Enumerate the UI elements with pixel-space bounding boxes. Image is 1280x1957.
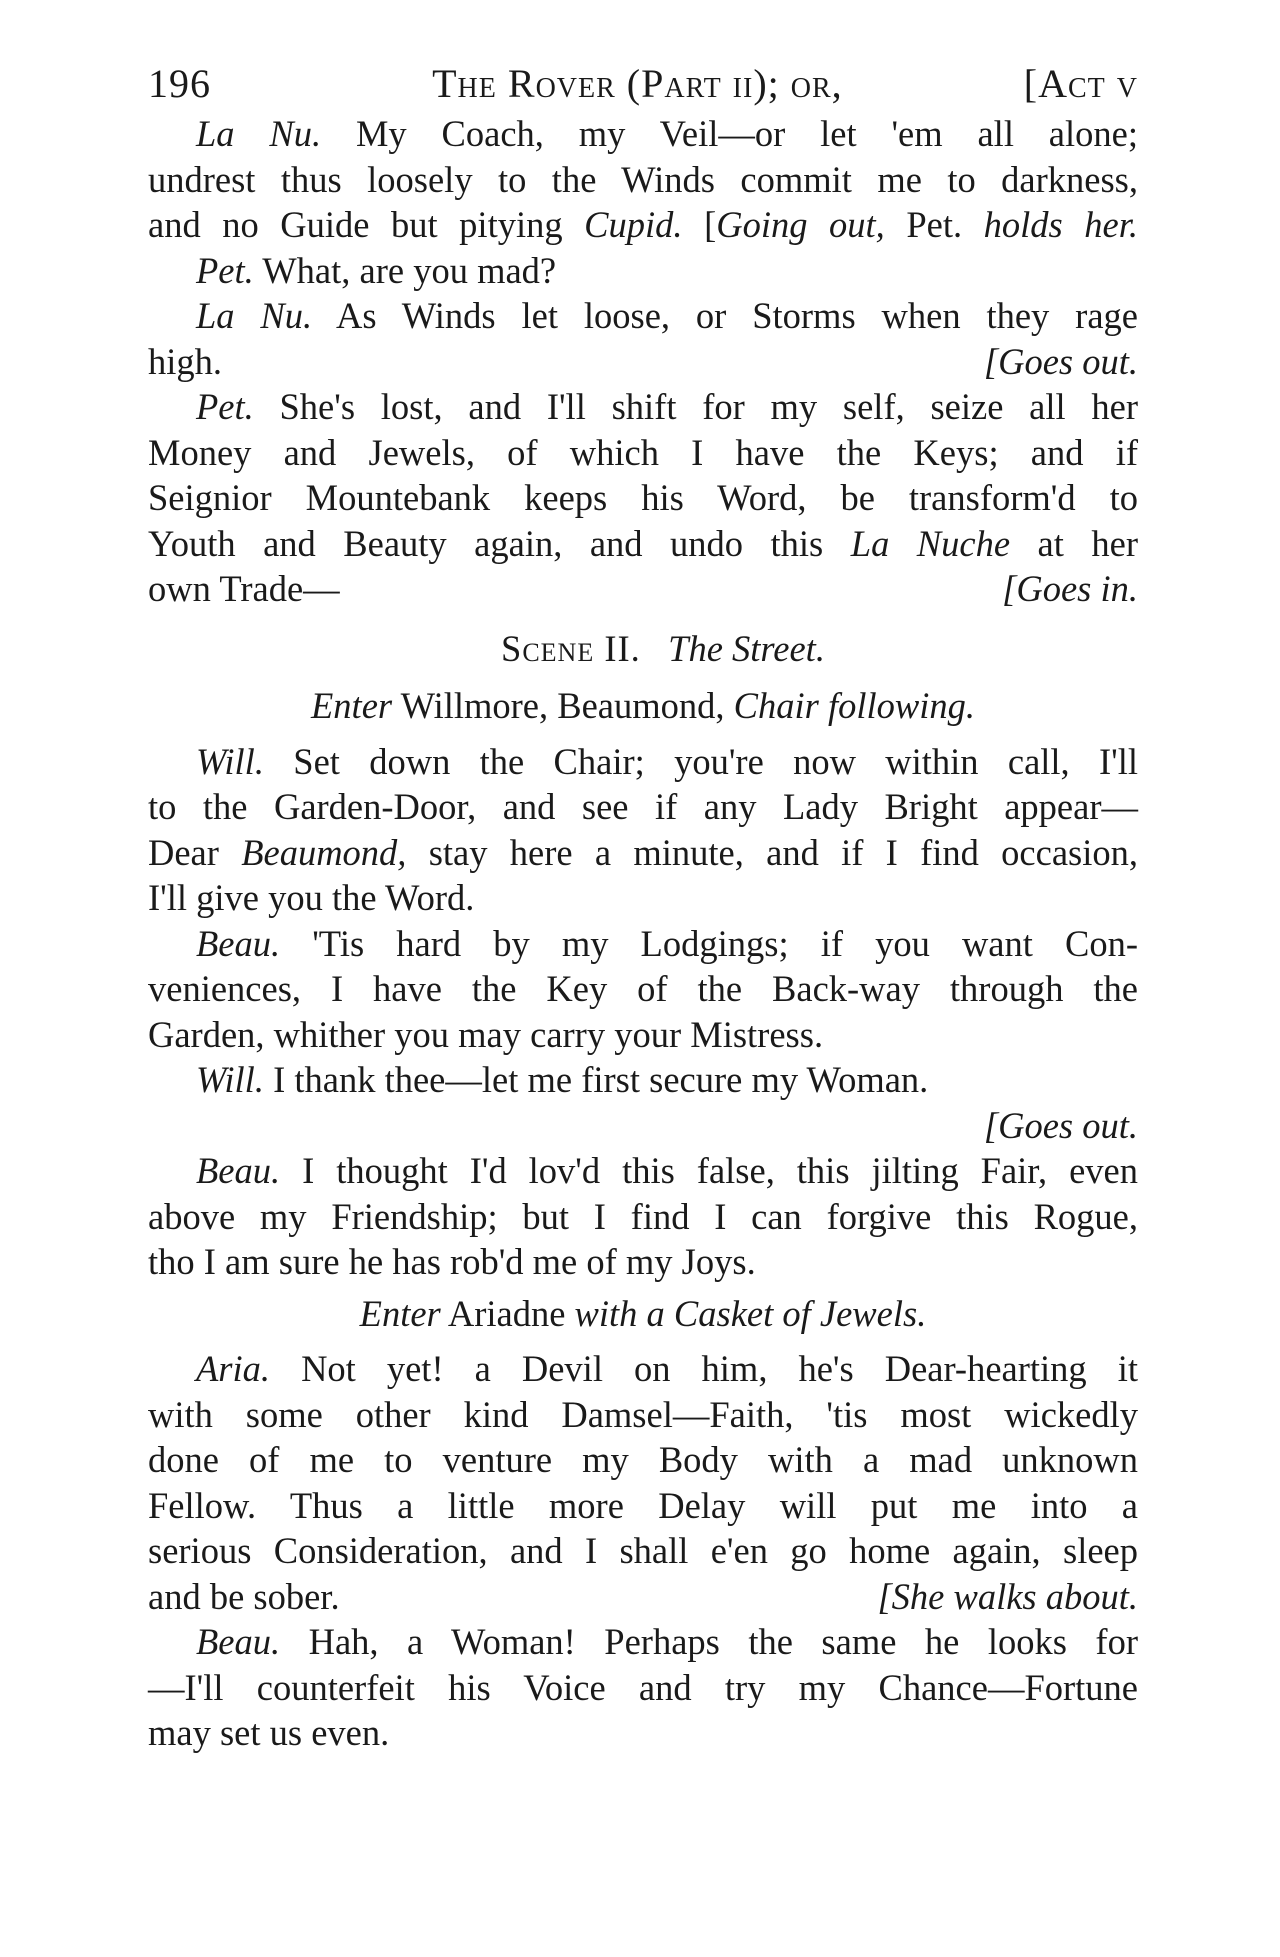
italic-name: Cupid.	[584, 204, 683, 245]
speech-line: tho I am sure he has rob'd me of my Joys.	[148, 1241, 756, 1282]
speech-line: —I'll counterfeit his Voice and try my Chance—Fortune	[148, 1666, 1138, 1708]
speech-text: Hah, a Woman! Perhaps the same he looks for	[280, 1621, 1138, 1662]
stage-direction: [Goes in.	[1002, 568, 1138, 609]
speech-text: Dear	[148, 831, 242, 873]
page-number: 196	[148, 61, 211, 106]
stage-direction: with a Casket of Jewels.	[574, 1292, 927, 1334]
speech-line: done of me to venture my Body with a mad unknown	[148, 1439, 1138, 1480]
italic-name: La Nuche	[850, 522, 1011, 564]
speech-line	[148, 1574, 1138, 1620]
speech-line: above my Friendship; but I find I can forgive this Rogue,	[148, 1195, 1138, 1237]
entering-characters: Willmore, Beaumond,	[392, 685, 734, 726]
speech-text: stay here a minute, and if I find occasion,	[406, 831, 1138, 873]
stage-direction: [She walks about.	[877, 1575, 1138, 1617]
scene-heading	[148, 626, 1138, 672]
enter-word: Enter	[311, 685, 393, 726]
speech-line: serious Consideration, and I shall e'en go home again, sleep	[148, 1530, 1138, 1571]
stage-direction: holds her.	[962, 204, 1138, 245]
speech-beaumond-2	[148, 1148, 1138, 1194]
speech-text: I thought I'd lov'd this false, this jilting Fair, even	[280, 1150, 1138, 1191]
speech-line: may set us even.	[148, 1712, 390, 1753]
speech-line: Seignior Mountebank keeps his Word, be transform'd to	[148, 477, 1138, 518]
speech-line: Fellow. Thus a little more Delay will put me into a	[148, 1484, 1138, 1526]
speech-willmore-1	[148, 739, 1138, 785]
speech-line: Money and Jewels, of which I have the Keys; and if	[148, 431, 1138, 473]
speech-beaumond-1	[148, 921, 1138, 967]
stage-direction: Chair following.	[733, 685, 975, 726]
speech-text: Set down the Chair; you're now within call, I'll	[263, 740, 1138, 782]
enter-word: Enter	[359, 1292, 441, 1334]
stage-direction-line	[148, 1103, 1138, 1149]
running-header	[148, 60, 1138, 107]
speech-line: undrest thus loosely to the Winds commit me to darkness,	[148, 158, 1138, 200]
speaker-name: Pet.	[196, 386, 254, 427]
scene-label: Scene II.	[501, 627, 641, 669]
body-text	[148, 111, 1138, 1756]
stage-direction-name: Pet.	[906, 204, 963, 245]
speech-ariadne-1	[148, 1346, 1138, 1392]
speech-line: with some other kind Damsel—Faith, 'tis most wickedly	[148, 1393, 1138, 1435]
speech-text: Not yet! a Devil on him, he's Dear-hearting it	[270, 1348, 1138, 1389]
speech-text: She's lost, and I'll shift for my self, seize all her	[253, 386, 1138, 427]
book-page	[148, 60, 1138, 1756]
speaker-name: Aria.	[196, 1348, 271, 1389]
speaker-name: Beau.	[196, 922, 281, 964]
speech-text: and no Guide but pitying	[148, 204, 585, 245]
speech-petronella-2	[148, 384, 1138, 430]
speech-la-nuche-2	[148, 293, 1138, 339]
italic-name: Beaumond,	[241, 831, 407, 873]
speaker-name: La Nu.	[196, 113, 322, 154]
speech-line	[148, 521, 1138, 567]
speaker-name: La Nu.	[196, 295, 313, 336]
stage-direction: [Goes out.	[983, 1104, 1138, 1146]
running-title: The Rover (Part ii); or,	[432, 61, 843, 106]
speech-text: As Winds let loose, or Storms when they rage	[312, 295, 1138, 336]
speech-la-nuche-1	[148, 111, 1138, 157]
stage-direction: Going out,	[716, 204, 907, 245]
entry-direction	[148, 683, 1138, 729]
speech-line: I'll give you the Word.	[148, 877, 475, 918]
entry-direction	[148, 1291, 1138, 1337]
speech-line	[148, 830, 1138, 876]
speaker-name: Will.	[196, 740, 264, 782]
speech-text: Youth and Beauty again, and undo this	[148, 522, 851, 564]
scene-place: The Street.	[668, 627, 825, 669]
speech-line: to the Garden-Door, and see if any Lady Bright appear—	[148, 786, 1138, 827]
speech-text: My Coach, my Veil—or let 'em all alone;	[321, 113, 1138, 154]
speech-line: veniences, I have the Key of the Back-way through the	[148, 968, 1138, 1009]
speech-line: Garden, whither you may carry your Mistress.	[148, 1013, 824, 1055]
speaker-name: Will.	[196, 1059, 264, 1100]
speech-willmore-2	[148, 1057, 1138, 1103]
speaker-name: Beau.	[196, 1621, 281, 1662]
stage-bracket: [	[704, 204, 717, 245]
speech-text: and be sober.	[148, 1575, 340, 1617]
speaker-name: Beau.	[196, 1150, 281, 1191]
speaker-name: Pet.	[196, 249, 254, 291]
stage-direction: [Goes out.	[983, 340, 1138, 382]
speech-petronella-1	[148, 248, 1138, 294]
speech-text: 'Tis hard by my Lodgings; if you want Con-	[280, 922, 1138, 964]
act-marker: [Act v	[1023, 61, 1138, 106]
speech-text: at her	[1010, 522, 1138, 564]
entering-characters: Ariadne	[440, 1292, 575, 1334]
speech-line	[148, 339, 1138, 385]
speech-line	[148, 566, 1138, 612]
speech-line	[148, 202, 1138, 248]
speech-text: high.	[148, 340, 223, 382]
speech-beaumond-3	[148, 1619, 1138, 1665]
speech-text: I thank thee—let me first secure my Woman.	[263, 1059, 929, 1100]
speech-text: own Trade—	[148, 568, 340, 609]
speech-text: What, are you mad?	[253, 249, 557, 291]
